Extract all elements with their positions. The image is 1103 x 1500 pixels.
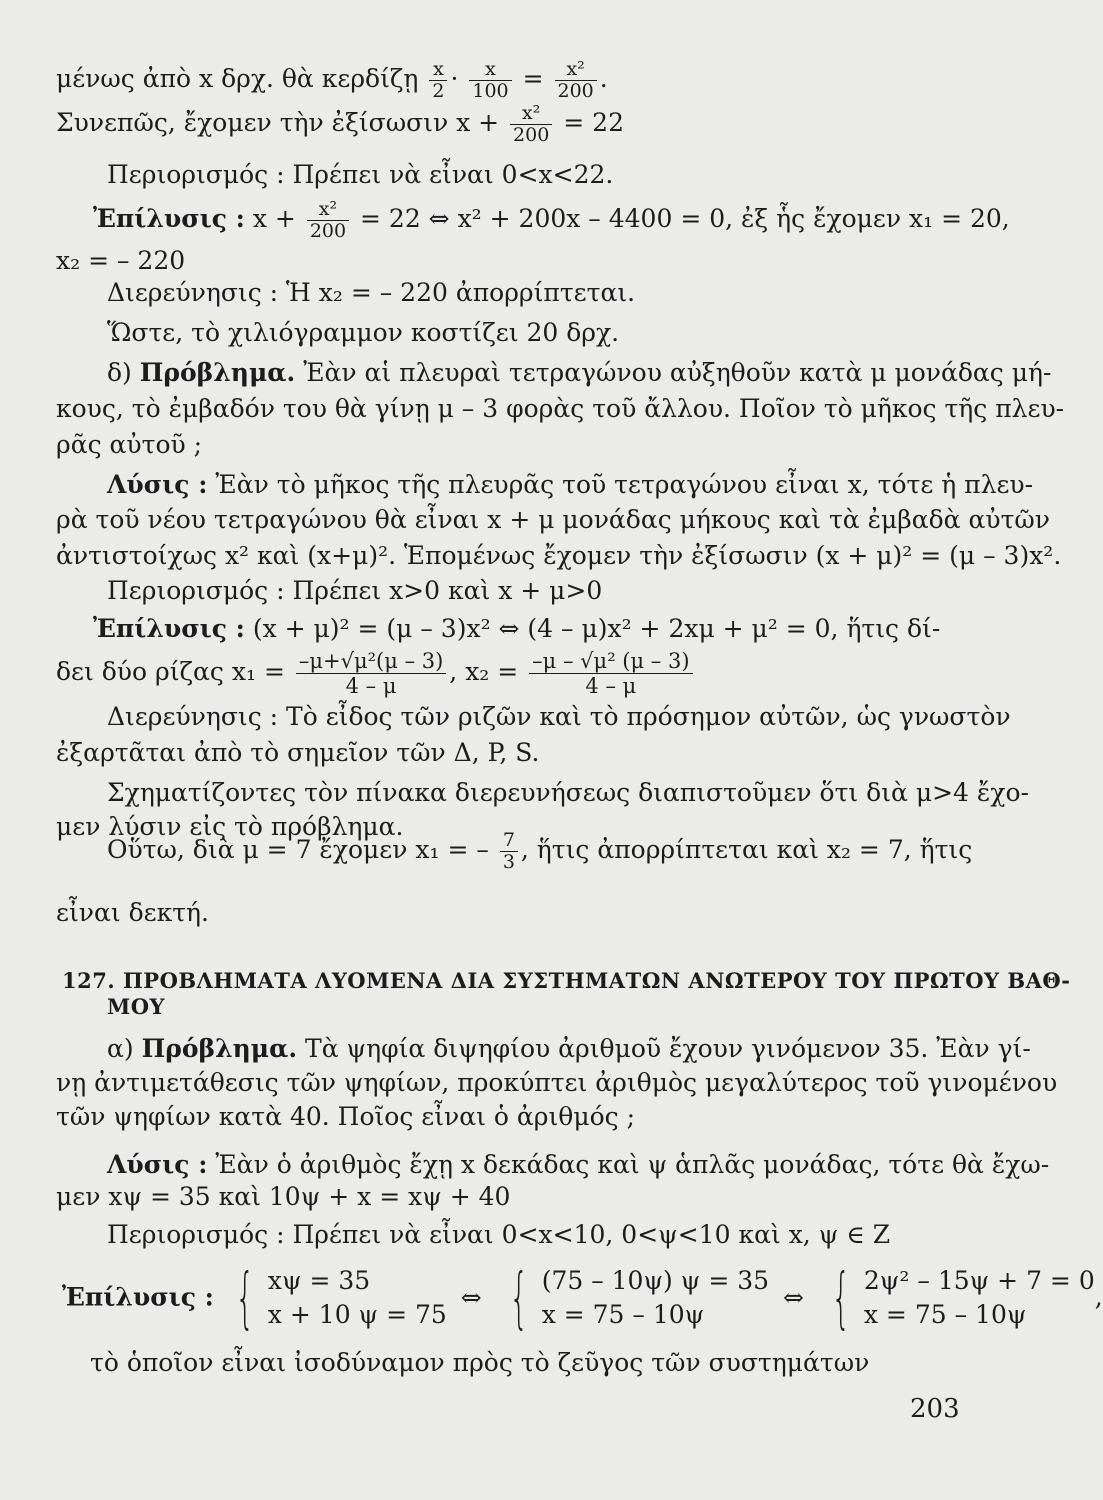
text-line-30: τὸ ὁποῖον εἶναι ἰσοδύναμον πρὸς τὸ ζεῦγος τῶν συστημάτων xyxy=(90,1348,870,1377)
fraction-x2-over-200: $\frac{\text{x²}}{200}$ xyxy=(510,103,552,146)
text-line-15: Ἐπίλυσις : (x + μ)² = (μ – 3)x² ⇔ (4 – μ)x² + 2xμ + μ² = 0, ἥτις δί- xyxy=(93,614,941,643)
problem-label: Πρόβλημα. xyxy=(141,1034,298,1063)
solution-label: Ἐπίλυσις : xyxy=(93,614,245,643)
solution-label: Ἐπίλυσις : xyxy=(93,204,245,233)
text-line-9: κους, τὸ ἐμβαδόν του θὰ γίνῃ μ – 3 φορὰς τοῦ ἄλλου. Ποῖον τὸ μῆκος τῆς πλευ- xyxy=(56,394,1065,423)
text-line-16: δει δύο ρίζας x₁ = $\frac{\text{–μ+√μ²(μ – 3)}}{4 - \mu}$ , x₂ = $\frac{\text{–μ – √μ² (μ – 3)}}{4 - \mu}$ xyxy=(56,648,696,698)
text-line-23: α) Πρόβλημα. Τὰ ψηφία διψηφίου ἀριθμοῦ ἔχουν γινόμενον 35. Ἐὰν γί- xyxy=(107,1034,1031,1063)
solution-label: Λύσις : xyxy=(107,1150,208,1179)
text-line-11: Λύσις : Ἐὰν τὸ μῆκος τῆς πλευρᾶς τοῦ τετραγώνου εἶναι x, τότε ἡ πλευ- xyxy=(107,470,1034,499)
page-number: 203 xyxy=(910,1394,960,1424)
text-line-2: Συνεπῶς, ἔχομεν τὴν ἐξίσωσιν x + $\frac{\text{x²}}{200}$ = 22 xyxy=(56,102,624,146)
text-line-13: ἀντιστοίχως x² καὶ (x+μ)². Ἑπομένως ἔχομεν τὴν ἐξίσωσιν (x + μ)² = (μ – 3)x². xyxy=(56,541,1062,570)
text-line-6: Διερεύνησις : Ἡ x₂ = – 220 ἀπορρίπτεται. xyxy=(107,278,636,307)
text-line-8: δ) Πρόβλημα. Ἐὰν αἱ πλευραὶ τετραγώνου αὐξηθοῦν κατὰ μ μονάδας μή- xyxy=(107,358,1052,387)
fraction-x2-over-200: $\frac{\text{x²}}{200}$ xyxy=(307,199,349,242)
text-line-18: ἐξαρτᾶται ἀπὸ τὸ σημεῖον τῶν Δ, P, S. xyxy=(56,738,540,767)
fraction-x2-over-200: $\frac{\text{x²}}{200}$ xyxy=(555,59,597,102)
root-x1-fraction: $\frac{\text{–μ+√μ²(μ – 3)}}{4 - \mu}$ xyxy=(296,649,446,698)
root-x2-fraction: $\frac{\text{–μ – √μ² (μ – 3)}}{4 - \mu}$ xyxy=(529,649,692,698)
text-line-26: Λύσις : Ἐὰν ὁ ἀριθμὸς ἔχῃ x δεκάδας καὶ ψ ἁπλᾶς μονάδας, τότε θὰ ἔχω- xyxy=(107,1150,1050,1179)
section-heading-cont: ΜΟΥ xyxy=(107,994,166,1019)
system-3: 2ψ² – 15ψ + 7 = 0 x = 75 – 10ψ xyxy=(863,1265,1095,1329)
text-line-5: x₂ = – 220 xyxy=(56,246,186,275)
fraction-x-over-2: $\frac{x}{2}$ xyxy=(429,59,447,102)
equation-system-row: Ἐπίλυσις : { xψ = 35 x + 10 ψ = 75 ⇔ { (75 – 10ψ) ψ = 35 x = 75 – 10ψ ⇔ { 2ψ² – 15ψ + 7 = 0 x = 75 – 10ψ , xyxy=(62,1258,1103,1336)
text-line-28: Περιορισμός : Πρέπει νὰ εἶναι 0<x<10, 0<ψ<10 καὶ x, ψ ∈ Z xyxy=(107,1220,891,1249)
section-heading: 127. ΠΡΟΒΛΗΜΑΤΑ ΛΥΟΜΕΝΑ ΔΙΑ ΣΥΣΤΗΜΑΤΩΝ ΑΝΩΤΕΡΟΥ ΤΟΥ ΠΡΩΤΟΥ ΒΑΘ- xyxy=(62,968,1071,993)
text-line-25: τῶν ψηφίων κατὰ 40. Ποῖος εἶναι ὁ ἀριθμός ; xyxy=(56,1102,635,1131)
text-line-24: νῃ ἀντιμετάθεσις τῶν ψηφίων, προκύπτει ἀριθμὸς μεγαλύτερος τοῦ γινομένου xyxy=(56,1068,1058,1097)
solution-label: Λύσις : xyxy=(107,470,208,499)
text-line-17: Διερεύνησις : Τὸ εἶδος τῶν ριζῶν καὶ τὸ πρόσημον αὐτῶν, ὡς γνωστὸν xyxy=(107,702,1011,731)
system-1: xψ = 35 x + 10 ψ = 75 xyxy=(267,1265,447,1329)
text-line-22: εἶναι δεκτή. xyxy=(56,898,209,927)
line-text: μένως ἀπὸ x δρχ. θὰ κερδίζῃ xyxy=(56,64,419,93)
text-line-7: Ὥστε, τὸ χιλιόγραμμον κοστίζει 20 δρχ. xyxy=(107,318,620,347)
text-line-3: Περιορισμός : Πρέπει νὰ εἶναι 0<x<22. xyxy=(107,160,614,189)
system-2: (75 – 10ψ) ψ = 35 x = 75 – 10ψ xyxy=(541,1265,770,1329)
left-brace-icon: { xyxy=(235,1258,255,1336)
text-line-10: ρᾶς αὐτοῦ ; xyxy=(56,430,203,459)
left-brace-icon: { xyxy=(509,1258,529,1336)
text-line-21: Οὕτω, διὰ μ = 7 ἔχομεν x₁ = – $\frac{7}{3}$ , ἥτις ἀπορρίπτεται καὶ x₂ = 7, ἥτις xyxy=(107,829,973,873)
text-line-27: μεν xψ = 35 καὶ 10ψ + x = xψ + 40 xyxy=(56,1182,511,1211)
left-brace-icon: { xyxy=(831,1258,851,1336)
solution-label: Ἐπίλυσις : xyxy=(62,1282,214,1312)
text-line-4: Ἐπίλυσις : x + $\frac{\text{x²}}{200}$ = 22 ⇔ x² + 200x – 4400 = 0, ἐξ ἧς ἔχομεν x₁ = 20, xyxy=(93,198,1010,242)
fraction-7-over-3: $\frac{7}{3}$ xyxy=(500,830,518,873)
fraction-x-over-100: $\frac{x}{100}$ xyxy=(469,59,511,102)
text-line-19: Σχηματίζοντες τὸν πίνακα διερευνήσεως διαπιστοῦμεν ὅτι διὰ μ>4 ἔχο- xyxy=(107,778,1029,807)
text-line-14: Περιορισμός : Πρέπει x>0 καὶ x + μ>0 xyxy=(107,576,603,605)
text-line-1: μένως ἀπὸ x δρχ. θὰ κερδίζῃ $\frac{x}{2}$ · $\frac{x}{100}$ = $\frac{\text{x²}}{200}$ . xyxy=(56,58,608,102)
text-line-20: μεν λύσιν εἰς τὸ πρόβλημα. xyxy=(56,812,404,841)
text-line-12: ρὰ τοῦ νέου τετραγώνου θὰ εἶναι x + μ μονάδας μήκους καὶ τὰ ἐμβαδὰ αὐτῶν xyxy=(56,505,1051,534)
problem-label: Πρόβλημα. xyxy=(139,358,296,387)
